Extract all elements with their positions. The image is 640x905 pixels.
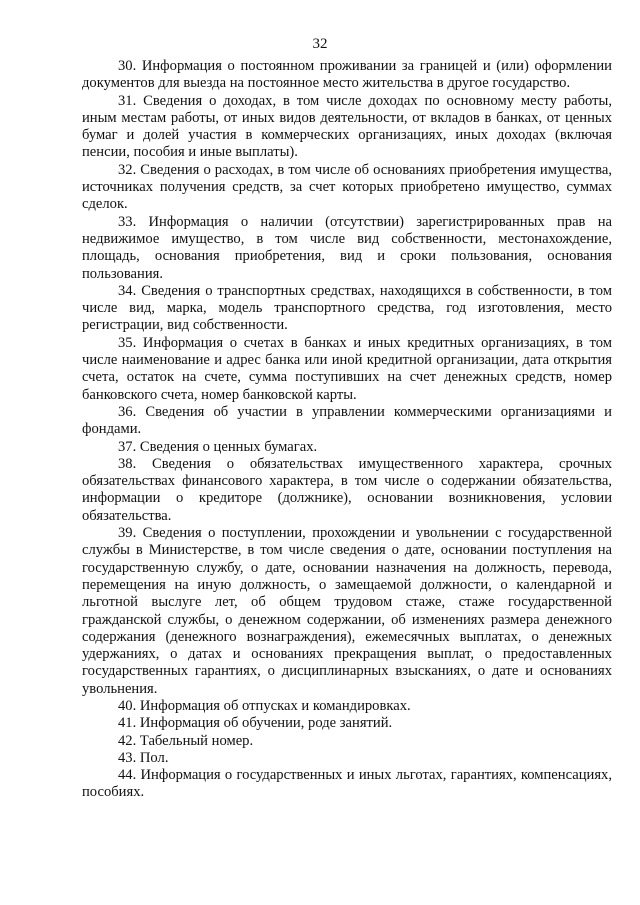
list-item-33: 33. Информация о наличии (отсутствии) зарегистрированных прав на недвижимое имущество, в том числе вид собственности, местонахождение, площадь, основания приобретения, вид и сроки пользования, основания пользования.	[82, 213, 612, 282]
list-item-30: 30. Информация о постоянном проживании за границей и (или) оформлении документов для выезда на постоянное место жительства в другое государство.	[82, 58, 612, 92]
list-item-41: 41. Информация об обучении, роде занятий.	[118, 715, 393, 732]
list-item-44: 44. Информация о государственных и иных льготах, гарантиях, компенсациях, пособиях.	[82, 767, 612, 801]
list-item-43: 43. Пол.	[118, 749, 169, 766]
list-item-42: 42. Табельный номер.	[118, 732, 254, 749]
list-item-39: 39. Сведения о поступлении, прохождении и увольнении с государственной службы в Министерстве, в том числе сведения о дате, основании поступления на государственную службу, о дате, основании назначения на должность, перевода, перемещения на иную должность, о замещаемой должности, о календарной и льготной выслуге лет, об общем трудовом стаже, стаже государственной гражданской службы, о денежном содержании, об изменениях размера денежного содержания (денежного вознаграждения), ежемесячных выплатах, о денежных удержаниях, о датах и основаниях прекращения выплат, о предоставленных государственных гарантиях, о дисциплинарных взысканиях, о дате и основаниях увольнения.	[82, 525, 612, 697]
page-number: 32	[312, 36, 328, 52]
list-item-38: 38. Сведения о обязательствах имущественного характера, срочных обязательствах финансового характера, в том числе о содержании обязательства, информации о кредиторе (должнике), основании возникновения, условии обязательства.	[82, 455, 612, 524]
list-item-31: 31. Сведения о доходах, в том числе доходах по основному месту работы, иным местам работы, от иных видов деятельности, от вкладов в банках, от ценных бумаг и долей участия в коммерческих организациях, иных доходах (включая пенсии, пособия и иные выплаты).	[82, 92, 612, 161]
document-body	[82, 58, 612, 802]
list-item-32: 32. Сведения о расходах, в том числе об основаниях приобретения имущества, источниках получения средств, за счет которых приобретено имущество, суммах сделок.	[82, 161, 612, 213]
list-item-34: 34. Сведения о транспортных средствах, находящихся в собственности, в том числе вид, марка, модель транспортного средства, год изготовления, место регистрации, вид собственности.	[82, 282, 612, 334]
list-item-35: 35. Информация о счетах в банках и иных кредитных организациях, в том числе наименование и адрес банка или иной кредитной организации, дата открытия счета, остаток на счете, сумма поступивших на счет денежных средств, номер банковского счета, номер банковской карты.	[82, 334, 612, 403]
list-item-40: 40. Информация об отпусках и командировках.	[118, 697, 411, 714]
list-item-37: 37. Сведения о ценных бумагах.	[118, 438, 318, 455]
list-item-36: 36. Сведения об участии в управлении коммерческими организациями и фондами.	[82, 403, 612, 438]
